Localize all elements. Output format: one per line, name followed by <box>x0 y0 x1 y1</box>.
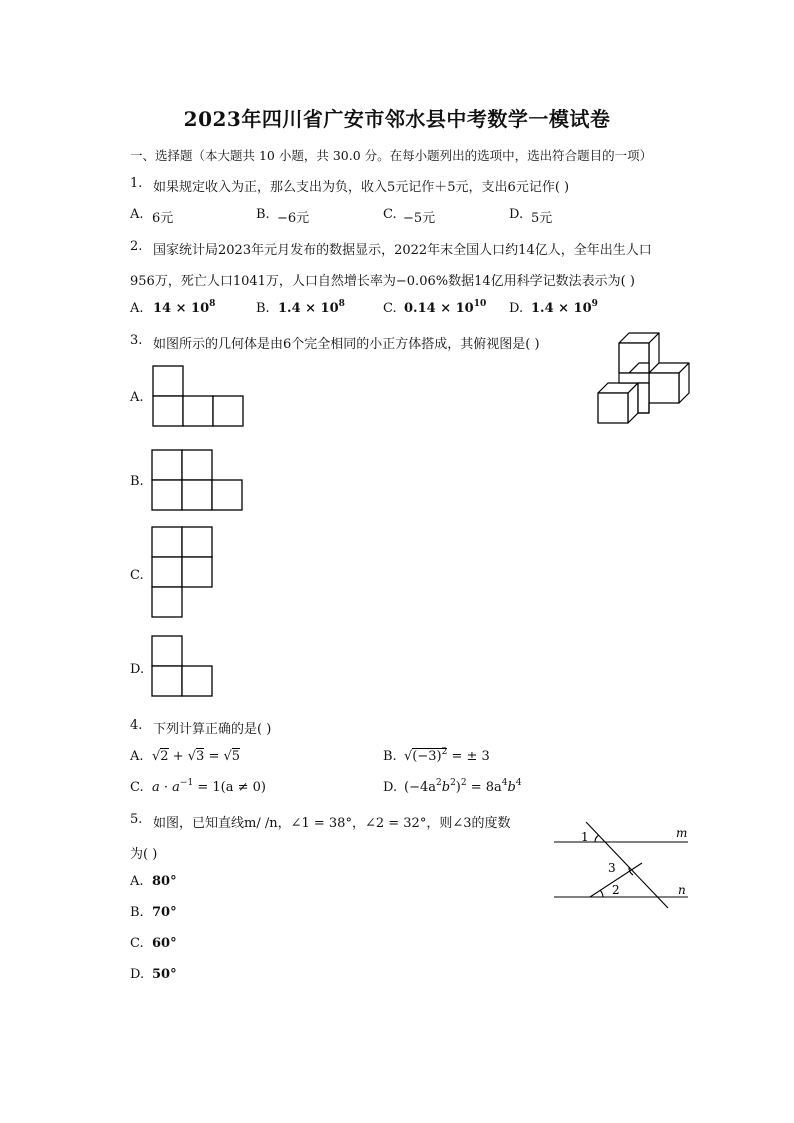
option-text: 50° <box>152 967 177 982</box>
question-stem: 如图所示的几何体是由6个完全相同的小正方体搭成，其俯视图是( ) <box>153 337 540 352</box>
top-view-grid-d <box>151 635 214 698</box>
option-text: 80° <box>152 874 177 889</box>
option-formula: $√(-3)^2$ = ± 3 <box>404 747 490 764</box>
question-number: 1. <box>130 176 143 191</box>
option-text: 70° <box>152 905 177 920</box>
option-formula: $14 \times 10^8$ <box>153 299 216 316</box>
question-stem: 下列计算正确的是( ) <box>153 722 272 737</box>
question-number: 4. <box>130 718 143 733</box>
option-text: −6元 <box>277 211 310 226</box>
option-text: −5元 <box>403 211 436 226</box>
option-label: D. <box>130 662 145 677</box>
line-n-label: n <box>678 883 686 897</box>
cube-solid-figure <box>590 330 700 430</box>
option-formula: $a \cdot a^{-1} = 1(a \ne 0)$ <box>152 778 266 795</box>
question-number: 2. <box>130 239 143 254</box>
option-text: 6元 <box>152 211 174 226</box>
option-label: C. <box>130 936 144 951</box>
question-stem: 如果规定收入为正，那么支出为负，收入5元记作＋5元，支出6元记作( ) <box>153 180 570 195</box>
top-view-grid-b <box>151 449 244 512</box>
option-label: C. <box>383 207 397 222</box>
option-label: B. <box>256 301 270 316</box>
option-label: A. <box>130 207 144 222</box>
option-text: 60° <box>152 936 177 951</box>
option-formula: √2 + √3 = √5 <box>152 749 241 764</box>
option-formula: $1.4 \times 10^8$ <box>278 299 345 316</box>
option-label: A. <box>130 874 144 889</box>
top-view-grid-a <box>152 365 245 428</box>
option-formula: $0.14 \times 10^{10}$ <box>404 299 487 316</box>
top-view-grid-c <box>151 526 214 619</box>
option-formula: $1.4 \times 10^9$ <box>531 299 598 316</box>
option-label: C. <box>130 780 144 795</box>
option-label: A. <box>130 301 144 316</box>
option-label: C. <box>383 301 397 316</box>
question-number: 3. <box>130 333 143 348</box>
page-title: 2023年四川省广安市邻水县中考数学一模试卷 <box>183 107 611 131</box>
section-heading: 一、选择题（本大题共 10 小题，共 30.0 分。在每小题列出的选项中，选出符合题目的一项） <box>130 148 653 163</box>
question-stem-line1: 国家统计局2023年元月发布的数据显示，2022年末全国人口约14亿人，全年出生人口 <box>153 243 652 258</box>
option-label: B. <box>383 749 397 764</box>
line-m-label: m <box>676 826 688 840</box>
option-label: B. <box>256 207 270 222</box>
option-label: D. <box>509 301 524 316</box>
angle-2-label: 2 <box>612 883 620 897</box>
option-formula: $(-4a^2b^2)^2 = 8a^4b^4$ <box>404 778 522 795</box>
question-number: 5. <box>130 812 143 827</box>
option-label: D. <box>383 780 398 795</box>
option-label: C. <box>130 568 144 583</box>
option-label: A. <box>130 390 144 405</box>
option-label: D. <box>509 207 524 222</box>
question-stem-line2: 956万，死亡人口1041万，人口自然增长率为−0.06%数据14亿用科学记数法表示为( ) <box>130 274 635 289</box>
angle-3-label: 3 <box>608 861 616 875</box>
option-label: A. <box>130 749 144 764</box>
option-label: B. <box>130 905 144 920</box>
question-stem-line1: 如图，已知直线m/ /n，∠1 = 38°，∠2 = 32°，则∠3的度数 <box>153 816 511 831</box>
angle-1-label: 1 <box>581 830 589 844</box>
option-label: D. <box>130 967 145 982</box>
option-label: B. <box>130 474 144 489</box>
parallel-lines-figure <box>548 820 698 915</box>
question-stem-line2: 为( ) <box>130 847 158 862</box>
option-text: 5元 <box>531 211 553 226</box>
